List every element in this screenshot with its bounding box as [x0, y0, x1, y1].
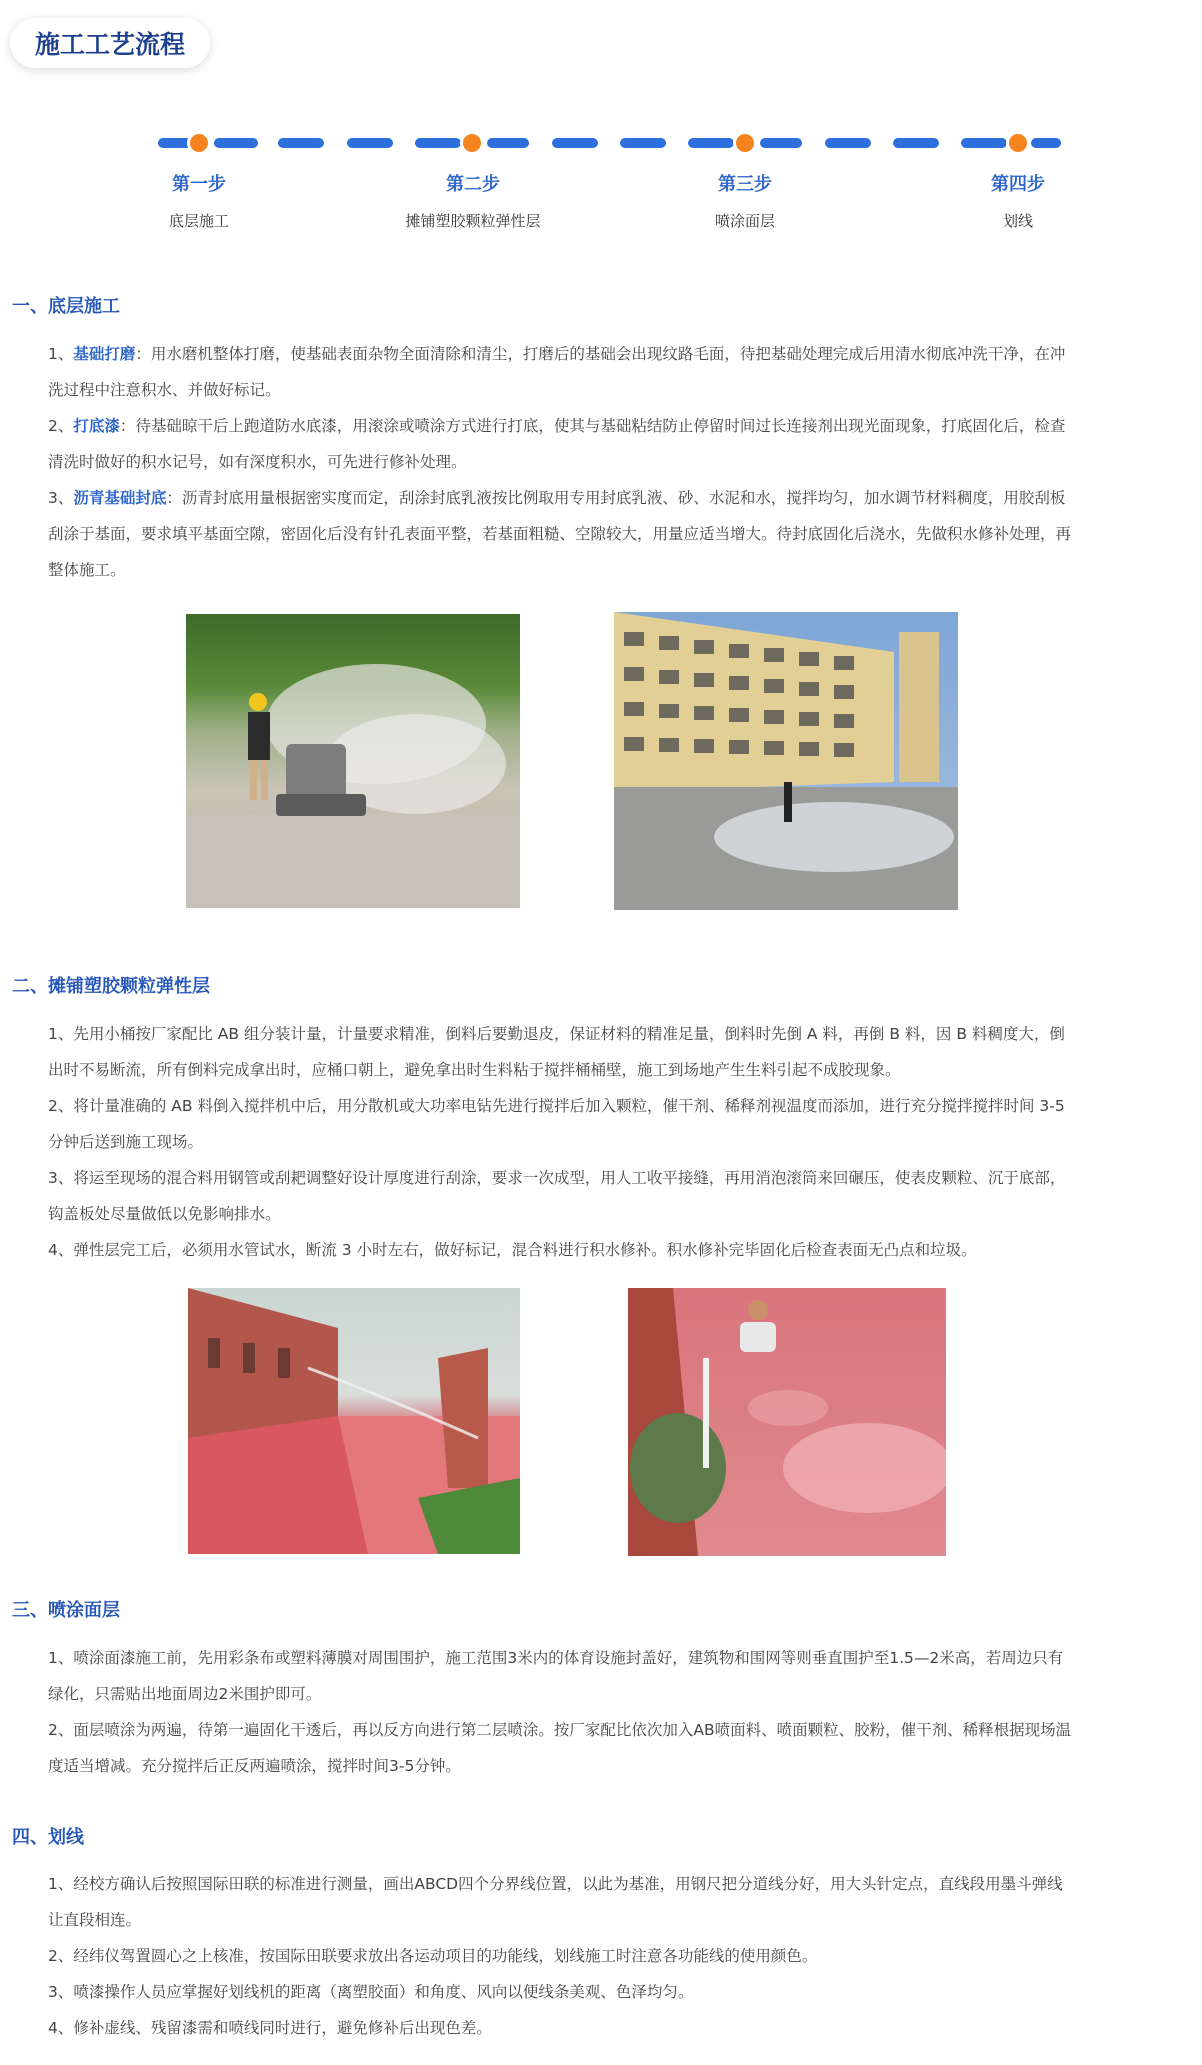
item-text: ：用水磨机整体打磨，使基础表面杂物全面清除和清尘，打磨后的基础会出现纹路毛面，待把基础处理完成后用清水彻底冲洗干净，在冲洗过程中注意积水、并做好标记。 — [48, 345, 1066, 399]
list-item: 2、经纬仪驾置圆心之上核准，按国际田联要求放出各运动项目的功能线，划线施工时注意各功能线的使用颜色。 — [48, 1947, 818, 1965]
section-body-elastic-layer — [48, 1016, 1073, 1268]
timeline-dash — [620, 138, 666, 148]
timeline-dash — [1031, 138, 1061, 148]
timeline-dash — [825, 138, 871, 148]
list-item: 3、喷漆操作人员应掌握好划线机的距离（离塑胶面）和角度、风向以便线条美观、色泽均匀。 — [48, 1983, 694, 2001]
section-heading-top-coat: 三、喷涂面层 — [12, 1600, 120, 1621]
timeline-dash — [278, 138, 324, 148]
process-timeline — [0, 128, 1202, 238]
list-item: 1、经校方确认后按照国际田联的标准进行测量，画出ABCD四个分界线位置，以此为基准，用钢尺把分道线分好，用大头针定点，直线段用墨斗弹线让直段相连。 — [48, 1875, 1063, 1929]
timeline-dash — [893, 138, 939, 148]
step-name: 喷涂面层 — [714, 212, 775, 230]
item-term: 沥青基础封底 — [73, 489, 167, 507]
timeline-dash — [552, 138, 598, 148]
timeline-dash — [961, 138, 1007, 148]
item-text: ：沥青封底用量根据密实度而定，刮涂封底乳液按比例取用专用封底乳液、砂、水泥和水，搅拌均匀，加水调节材料稠度，用胶刮板刮涂于基面，要求填平基面空隙，密固化后没有针孔表面平整，若基面粗糙、空隙较大，用量应适当增大。待封底固化后浇水，先做积水修补处理，再整体施工。 — [48, 489, 1072, 579]
section-body-line-marking — [48, 1866, 1073, 2046]
item-number: 1、 — [48, 345, 74, 363]
step-dot — [1006, 131, 1030, 155]
step-name: 摊铺塑胶颗粒弹性层 — [405, 212, 541, 230]
list-item — [48, 408, 1073, 480]
step-name: 划线 — [1002, 212, 1033, 230]
step-number: 第二步 — [446, 174, 500, 195]
timeline-dash — [415, 138, 461, 148]
list-item — [48, 336, 1073, 408]
step-dot — [460, 131, 484, 155]
photo-patch-illustration — [628, 1288, 946, 1556]
step-1 — [79, 170, 319, 231]
item-term: 打底漆 — [73, 417, 120, 435]
list-item: 4、修补虚线、残留漆需和喷线同时进行，避免修补后出现色差。 — [48, 2019, 492, 2037]
item-text: ：待基础晾干后上跑道防水底漆，用滚涂或喷涂方式进行打底，使其与基础粘结防止停留时间过长连接剂出现光面现象，打底固化后，检查清洗时做好的积水记号，如有深度积水，可先进行修补处理。 — [48, 417, 1066, 471]
list-item: 4、弹性层完工后，必须用水管试水，断流 3 小时左右，做好标记，混合料进行积水修补。积水修补完毕固化后检查表面无凸点和垃圾。 — [48, 1241, 977, 1259]
list-item — [48, 480, 1073, 588]
timeline-dash — [688, 138, 734, 148]
item-term: 基础打磨 — [73, 345, 136, 363]
item-number: 2、 — [48, 417, 74, 435]
photo-patch-repair — [628, 1288, 946, 1556]
section-body-base-layer — [48, 336, 1073, 588]
step-number: 第四步 — [991, 174, 1045, 195]
list-item: 1、先用小桶按厂家配比 AB 组分装计量，计量要求精准，倒料后要勤退皮，保证材料的精准足量，倒料时先倒 A 料，再倒 B 料，因 B 料稠度大，倒出时不易断流，所有倒料完成拿出时，应桶口朝上，避免拿出时生料粘于搅拌桶桶壁，施工到场地产生生料引起不成胶现象。 — [48, 1025, 1065, 1079]
step-2 — [353, 170, 593, 231]
photo-primer-site — [614, 612, 958, 910]
list-item: 1、喷涂面漆施工前，先用彩条布或塑料薄膜对周围围护，施工范围3米内的体育设施封盖好，建筑物和围网等则垂直围护至1.5—2米高，若周边只有绿化，只需贴出地面周边2米围护即可。 — [48, 1649, 1064, 1703]
section-body-top-coat — [48, 1640, 1073, 1784]
page-title: 施工工艺流程 — [10, 18, 210, 68]
photo-water-illustration — [188, 1288, 520, 1554]
step-number: 第一步 — [172, 174, 226, 195]
section-heading-elastic-layer: 二、摊铺塑胶颗粒弹性层 — [12, 976, 210, 997]
step-number: 第三步 — [718, 174, 772, 195]
timeline-dash — [347, 138, 393, 148]
section-heading-line-marking: 四、划线 — [12, 1827, 84, 1848]
step-dot — [187, 131, 211, 155]
photo-grinding — [186, 614, 520, 908]
list-item: 3、将运至现场的混合料用钢管或刮耙调整好设计厚度进行刮涂，要求一次成型，用人工收平接缝，再用消泡滚筒来回碾压，使表皮颗粒、沉于底部，钩盖板处尽量做低以免影响排水。 — [48, 1169, 1066, 1223]
item-number: 3、 — [48, 489, 74, 507]
list-item: 2、面层喷涂为两遍，待第一遍固化干透后，再以反方向进行第二层喷涂。按厂家配比依次加入AB喷面料、喷面颗粒、胶粉，催干剂、稀释根据现场温度适当增减。充分搅拌后正反两遍喷涂，搅拌时间3-5分钟。 — [48, 1721, 1072, 1775]
step-name: 底层施工 — [168, 212, 229, 230]
photo-grinding-illustration — [186, 614, 520, 908]
section-heading-base-layer: 一、底层施工 — [12, 296, 120, 317]
timeline-dash — [487, 138, 529, 148]
timeline-dash — [760, 138, 802, 148]
step-dot — [733, 131, 757, 155]
timeline-dash — [214, 138, 258, 148]
photo-water-test — [188, 1288, 520, 1554]
step-4 — [898, 170, 1138, 231]
photo-primer-illustration — [614, 612, 958, 910]
list-item: 2、将计量准确的 AB 料倒入搅拌机中后，用分散机或大功率电钻先进行搅拌后加入颗粒，催干剂、稀释剂视温度而添加，进行充分搅拌搅拌时间 3-5 分钟后送到施工现场。 — [48, 1097, 1065, 1151]
step-3 — [625, 170, 865, 231]
